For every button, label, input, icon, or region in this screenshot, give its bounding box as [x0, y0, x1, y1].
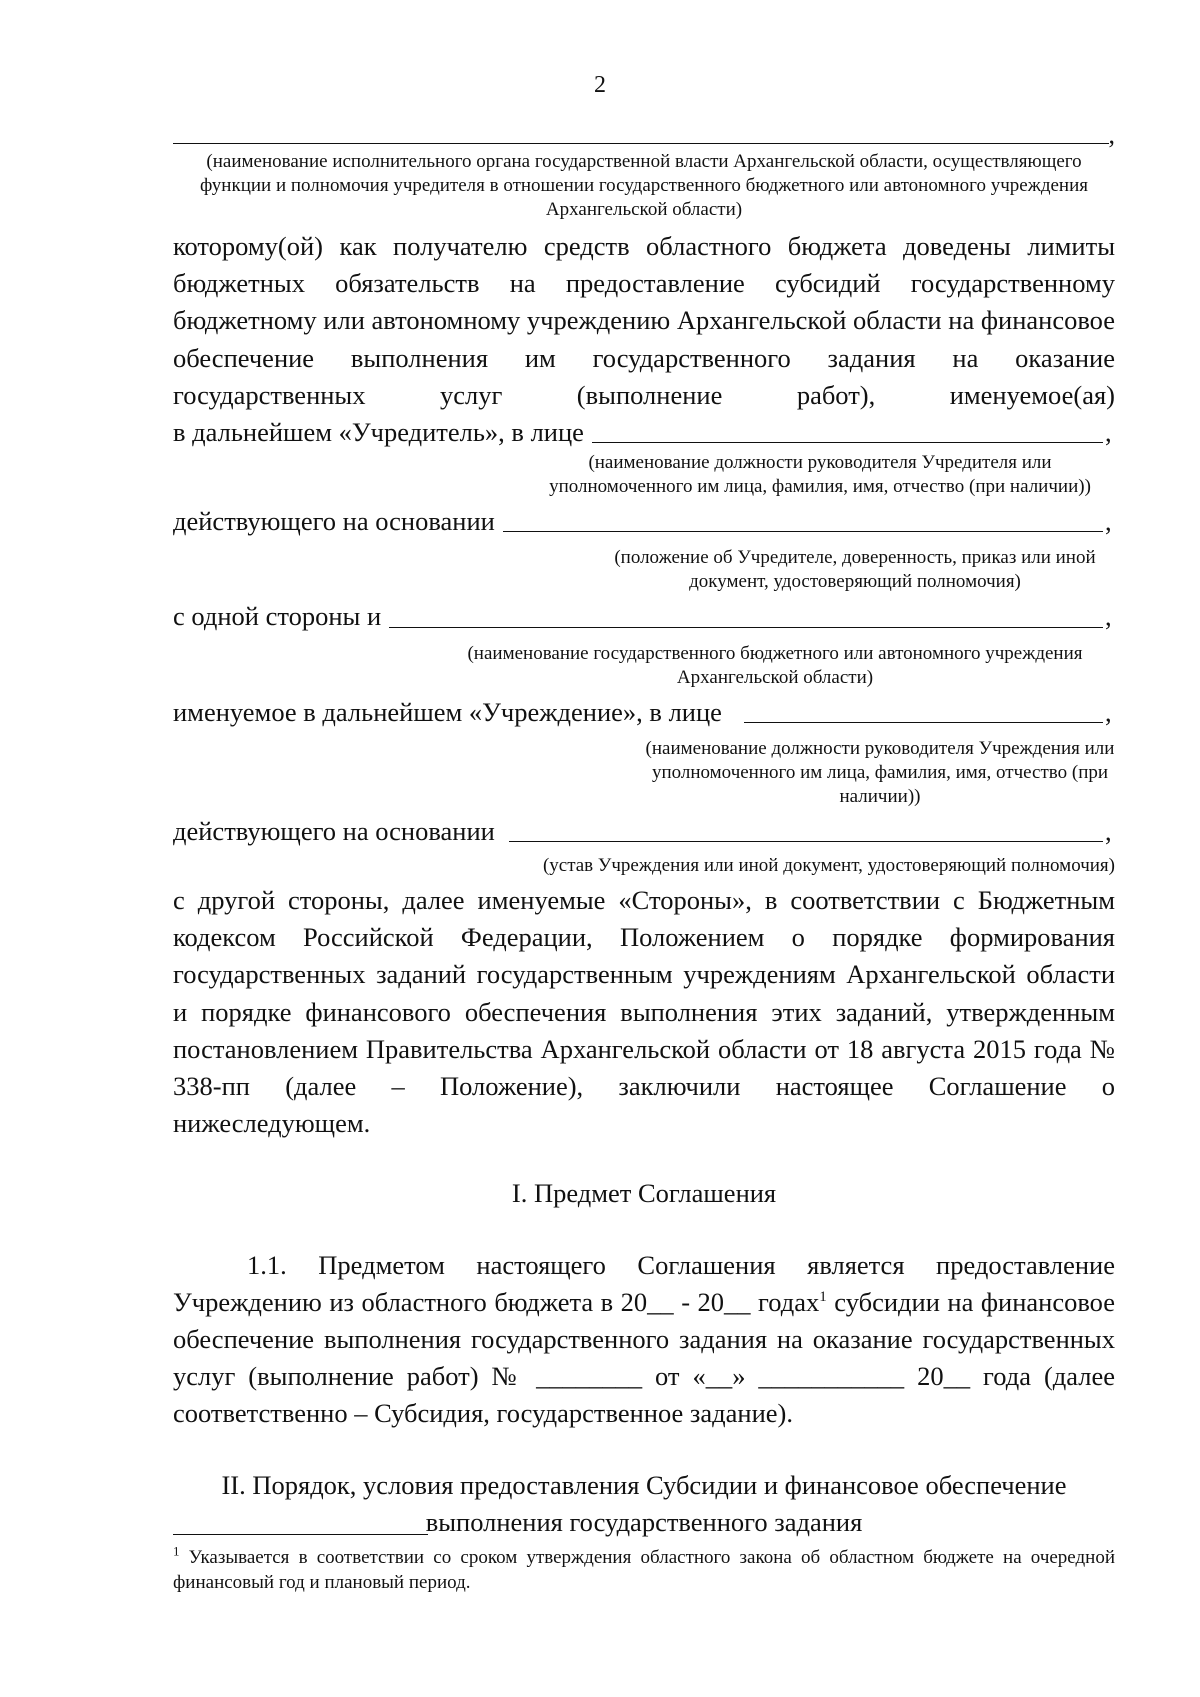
basis2-blank[interactable]: [509, 841, 1103, 842]
authority-fill-line: [173, 118, 1115, 148]
basis2-label: действующего на основании: [173, 815, 495, 846]
basis1-blank[interactable]: [503, 531, 1103, 532]
page-number: 2: [594, 72, 606, 98]
founder-label: в дальнейшем «Учредитель», в лице: [173, 417, 584, 448]
basis2-fill-line: действующего на основании ,: [173, 813, 1115, 850]
founder-caption: (наименование должности руководителя Учредителя или уполномоченного им лица, фамилия, имя, отчество (при наличии)): [549, 452, 1091, 498]
section2-heading: II. Порядок, условия предоставления Субсидии и финансовое обеспечение выполнения государственного задания: [221, 1469, 1067, 1537]
clause-1-1-text-a: 1.1. Предметом настоящего Соглашения является предоставление Учреждению из областного бюджета в 20__ - 20__ годах: [173, 1249, 1115, 1317]
footnote-text: Указывается в соответствии со сроком утверждения областного закона об областном бюджете на очередной финансовый год и плановый период.: [173, 1547, 1115, 1593]
paragraph-limits: которому(ой) как получателю средств областного бюджета доведены лимиты бюджетных обязательств на предоставление субсидий государственному бюджетному или автономному учреждению Архангельской области на финансовое обеспечение выполнения им государственного задания на оказание государственных услуг (выполнение работ), именуемое(ая): [173, 231, 1115, 410]
institution-fill-line: именуемое в дальнейшем «Учреждение», в лице ,: [173, 694, 1115, 731]
section1-heading: I. Предмет Соглашения: [511, 1178, 777, 1209]
institution-caption: (наименование должности руководителя Учреждения или уполномоченного им лица, фамилия, имя, отчество (при наличии)): [645, 737, 1115, 807]
authority-comma: ,: [1108, 120, 1115, 149]
document-body: [173, 118, 1115, 1541]
founder-fill-line: в дальнейшем «Учредитель», в лице ,: [173, 414, 1115, 451]
paragraph-sides: с другой стороны, далее именуемые «Стороны», в соответствии с Бюджетным кодексом Российской Федерации, Положением о порядке формирования государственных заданий государственным учреждениям Архангельской области и порядке финансового обеспечения выполнения этих заданий, утвержденным постановлением Правительства Архангельской области от 18 августа 2015 года № 338-пп (далее – Положение), заключили настоящее Соглашение о нижеследующем.: [173, 885, 1115, 1139]
clause-1-1: [173, 1247, 1115, 1433]
founder-blank[interactable]: [592, 442, 1103, 443]
authority-blank[interactable]: [173, 143, 1109, 144]
basis1-label: действующего на основании: [173, 506, 495, 537]
basis1-fill-line: действующего на основании ,: [173, 503, 1115, 540]
institution-label: именуемое в дальнейшем «Учреждение», в лице: [173, 696, 722, 727]
party-caption: (наименование государственного бюджетного или автономного учреждения Архангельской области): [467, 642, 1083, 688]
footnote: [173, 1545, 1115, 1595]
authority-caption: (наименование исполнительного органа государственной власти Архангельской области, осуществляющего функции и полномочия учредителя в отношении государственного бюджетного или автономного учреждения Архангельской области): [199, 151, 1089, 220]
footnote-marker: 1: [173, 1543, 180, 1559]
party-blank[interactable]: [389, 627, 1103, 628]
basis1-caption: (положение об Учредителе, доверенность, приказ или иной документ, удостоверяющий полномочия): [614, 547, 1096, 593]
clause-1-1-text-b: субсидии на финансовое обеспечение выполнения государственного задания на оказание государственных услуг (выполнение работ) № ________ от «__» ___________ 20__ года (далее соответственно – Субсидия, государственное задание).: [173, 1286, 1116, 1429]
party-label: с одной стороны и: [173, 601, 382, 632]
footnote-separator: [173, 1534, 428, 1535]
basis2-caption: (устав Учреждения или иной документ, удостоверяющий полномочия): [542, 855, 1115, 877]
footnote-ref[interactable]: 1: [819, 1289, 827, 1306]
party-fill-line: с одной стороны и ,: [173, 598, 1115, 635]
institution-blank[interactable]: [744, 722, 1103, 723]
